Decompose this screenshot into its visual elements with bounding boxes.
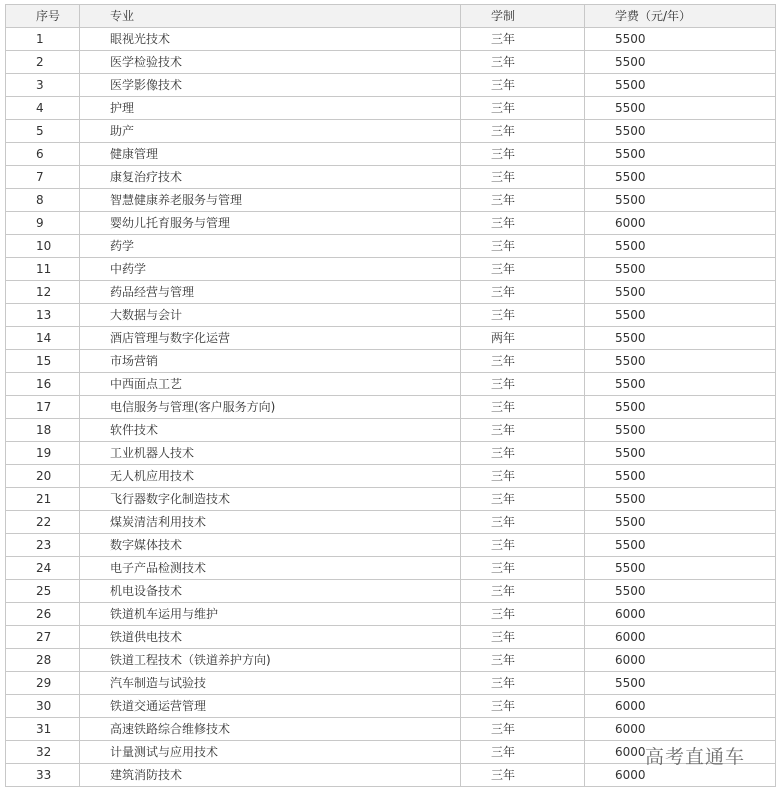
cell-duration: 三年 [461,373,585,396]
cell-index: 24 [6,557,80,580]
cell-duration: 三年 [461,419,585,442]
cell-duration: 三年 [461,649,585,672]
cell-major: 机电设备技术 [80,580,461,603]
table-row [6,488,776,511]
cell-index: 9 [6,212,80,235]
table-row [6,281,776,304]
cell-major: 康复治疗技术 [80,166,461,189]
table-row [6,672,776,695]
cell-duration: 两年 [461,327,585,350]
cell-major: 婴幼儿托育服务与管理 [80,212,461,235]
cell-tuition: 5500 [585,419,776,442]
cell-index: 7 [6,166,80,189]
cell-index: 10 [6,235,80,258]
cell-index: 25 [6,580,80,603]
cell-index: 18 [6,419,80,442]
cell-index: 4 [6,97,80,120]
cell-tuition: 5500 [585,74,776,97]
cell-major: 中药学 [80,258,461,281]
header-tuition: 学费（元/年） [585,5,776,28]
cell-tuition: 6000 [585,695,776,718]
cell-duration: 三年 [461,235,585,258]
cell-major: 煤炭清洁利用技术 [80,511,461,534]
cell-index: 33 [6,764,80,787]
cell-tuition: 5500 [585,327,776,350]
cell-index: 6 [6,143,80,166]
cell-duration: 三年 [461,120,585,143]
cell-tuition: 5500 [585,373,776,396]
cell-major: 大数据与会计 [80,304,461,327]
cell-duration: 三年 [461,626,585,649]
cell-duration: 三年 [461,97,585,120]
cell-major: 眼视光技术 [80,28,461,51]
cell-tuition: 5500 [585,534,776,557]
cell-index: 11 [6,258,80,281]
cell-duration: 三年 [461,143,585,166]
cell-major: 电信服务与管理(客户服务方向) [80,396,461,419]
cell-major: 电子产品检测技术 [80,557,461,580]
cell-major: 市场营销 [80,350,461,373]
table-row [6,419,776,442]
table-row [6,442,776,465]
cell-duration: 三年 [461,304,585,327]
table-row [6,258,776,281]
table-row [6,649,776,672]
cell-major: 药品经营与管理 [80,281,461,304]
table-row [6,304,776,327]
table-row [6,189,776,212]
cell-index: 17 [6,396,80,419]
cell-tuition: 5500 [585,258,776,281]
cell-index: 27 [6,626,80,649]
cell-index: 29 [6,672,80,695]
cell-tuition: 5500 [585,97,776,120]
cell-major: 健康管理 [80,143,461,166]
cell-duration: 三年 [461,741,585,764]
table-row [6,396,776,419]
cell-index: 3 [6,74,80,97]
cell-duration: 三年 [461,212,585,235]
cell-index: 20 [6,465,80,488]
cell-index: 1 [6,28,80,51]
cell-duration: 三年 [461,534,585,557]
cell-major: 铁道工程技术（铁道养护方向) [80,649,461,672]
cell-index: 21 [6,488,80,511]
cell-tuition: 5500 [585,51,776,74]
cell-duration: 三年 [461,281,585,304]
cell-tuition: 5500 [585,120,776,143]
header-major: 专业 [80,5,461,28]
cell-duration: 三年 [461,258,585,281]
cell-duration: 三年 [461,166,585,189]
cell-index: 14 [6,327,80,350]
cell-duration: 三年 [461,488,585,511]
cell-major: 铁道供电技术 [80,626,461,649]
cell-tuition: 5500 [585,350,776,373]
cell-tuition: 6000 [585,603,776,626]
cell-duration: 三年 [461,465,585,488]
cell-tuition: 5500 [585,143,776,166]
cell-duration: 三年 [461,695,585,718]
cell-index: 16 [6,373,80,396]
cell-tuition: 5500 [585,166,776,189]
cell-duration: 三年 [461,51,585,74]
cell-major: 软件技术 [80,419,461,442]
cell-tuition: 5500 [585,304,776,327]
cell-major: 计量测试与应用技术 [80,741,461,764]
table-row [6,534,776,557]
cell-tuition: 5500 [585,235,776,258]
table-row [6,718,776,741]
cell-tuition: 5500 [585,672,776,695]
table-row [6,97,776,120]
cell-tuition: 6000 [585,649,776,672]
table-row [6,603,776,626]
table-row [6,166,776,189]
cell-index: 26 [6,603,80,626]
table-row [6,350,776,373]
cell-tuition: 5500 [585,28,776,51]
cell-index: 23 [6,534,80,557]
table-row [6,212,776,235]
cell-tuition: 5500 [585,488,776,511]
cell-duration: 三年 [461,603,585,626]
header-duration: 学制 [461,5,585,28]
header-index: 序号 [6,5,80,28]
cell-major: 无人机应用技术 [80,465,461,488]
cell-tuition: 6000 [585,741,776,764]
cell-major: 建筑消防技术 [80,764,461,787]
tuition-table [5,4,776,787]
cell-tuition: 5500 [585,189,776,212]
table-row [6,373,776,396]
cell-duration: 三年 [461,442,585,465]
cell-major: 飞行器数字化制造技术 [80,488,461,511]
cell-duration: 三年 [461,189,585,212]
cell-duration: 三年 [461,511,585,534]
table-row [6,557,776,580]
cell-tuition: 5500 [585,511,776,534]
table-row [6,74,776,97]
cell-major: 智慧健康养老服务与管理 [80,189,461,212]
cell-tuition: 5500 [585,557,776,580]
cell-tuition: 6000 [585,626,776,649]
cell-index: 28 [6,649,80,672]
cell-index: 15 [6,350,80,373]
cell-tuition: 6000 [585,764,776,787]
cell-tuition: 5500 [585,465,776,488]
cell-tuition: 6000 [585,718,776,741]
cell-duration: 三年 [461,350,585,373]
cell-major: 高速铁路综合维修技术 [80,718,461,741]
cell-tuition: 5500 [585,281,776,304]
table-row [6,626,776,649]
cell-duration: 三年 [461,672,585,695]
cell-duration: 三年 [461,396,585,419]
cell-index: 8 [6,189,80,212]
cell-major: 酒店管理与数字化运营 [80,327,461,350]
cell-major: 工业机器人技术 [80,442,461,465]
table-row [6,28,776,51]
cell-major: 汽车制造与试验技 [80,672,461,695]
cell-duration: 三年 [461,74,585,97]
cell-major: 铁道机车运用与维护 [80,603,461,626]
cell-index: 22 [6,511,80,534]
cell-tuition: 5500 [585,442,776,465]
table-row [6,511,776,534]
cell-major: 中西面点工艺 [80,373,461,396]
table-row [6,51,776,74]
watermark-text: 高考直通车 [645,746,746,768]
table-row [6,465,776,488]
cell-index: 12 [6,281,80,304]
cell-index: 13 [6,304,80,327]
cell-index: 19 [6,442,80,465]
cell-duration: 三年 [461,718,585,741]
table-row [6,580,776,603]
cell-duration: 三年 [461,764,585,787]
cell-duration: 三年 [461,28,585,51]
cell-index: 32 [6,741,80,764]
cell-index: 5 [6,120,80,143]
cell-duration: 三年 [461,557,585,580]
table-row [6,120,776,143]
cell-index: 30 [6,695,80,718]
table-row [6,327,776,350]
cell-major: 数字媒体技术 [80,534,461,557]
cell-major: 药学 [80,235,461,258]
table-header-row [6,5,776,28]
cell-index: 31 [6,718,80,741]
cell-index: 2 [6,51,80,74]
table-body [6,28,776,787]
table-row [6,695,776,718]
cell-major: 铁道交通运营管理 [80,695,461,718]
cell-duration: 三年 [461,580,585,603]
cell-tuition: 5500 [585,396,776,419]
cell-tuition: 6000 [585,212,776,235]
cell-major: 医学影像技术 [80,74,461,97]
cell-tuition: 5500 [585,580,776,603]
cell-major: 助产 [80,120,461,143]
cell-major: 护理 [80,97,461,120]
table-row [6,143,776,166]
table-row [6,235,776,258]
cell-major: 医学检验技术 [80,51,461,74]
